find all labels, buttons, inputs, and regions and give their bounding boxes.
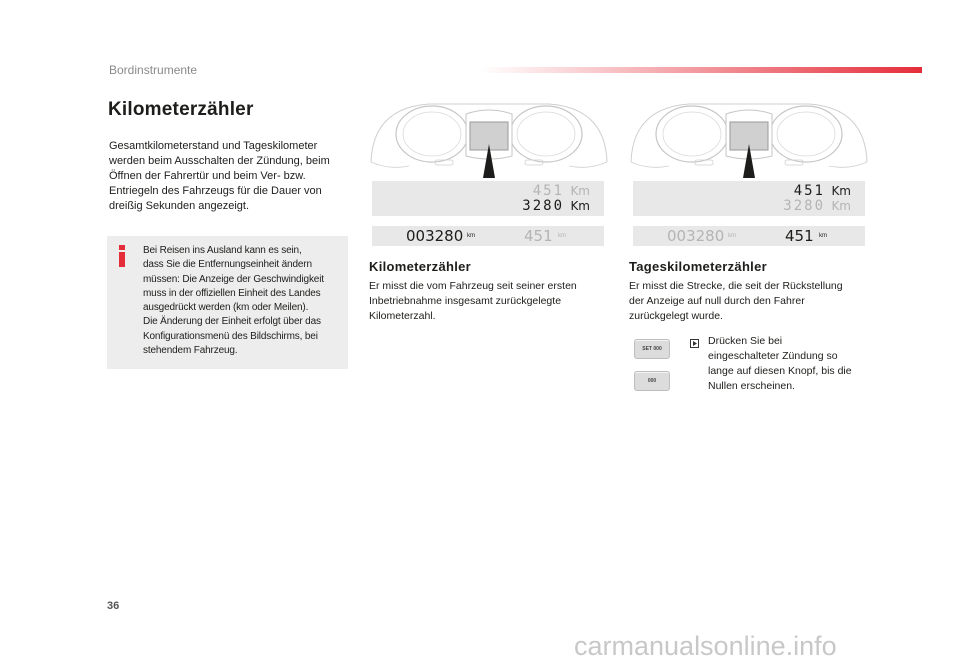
page-title: Kilometerzähler	[108, 99, 254, 120]
text-line: Er misst die vom Fahrzeug seit seiner ersten	[369, 280, 577, 292]
page-number: 36	[107, 600, 120, 612]
info-line: Die Änderung der Einheit erfolgt über das	[143, 316, 321, 328]
intro-line: Gesamtkilometerstand und Tageskilometer	[109, 140, 318, 152]
trip-meter-heading: Tageskilometerzähler	[629, 259, 767, 274]
odometer-readout	[372, 226, 604, 246]
text-line: zurückgelegt wurde.	[629, 310, 723, 322]
info-line: stehendem Fahrzeug.	[143, 345, 238, 357]
km-unit: km	[819, 233, 827, 239]
info-text	[143, 244, 343, 358]
lcd-unit: Km	[570, 199, 590, 213]
text-line: Kilometerzahl.	[369, 310, 436, 322]
total-km-value: 003280	[667, 227, 725, 245]
header-accent-bar	[480, 67, 922, 73]
lcd-unit: Km	[831, 199, 851, 213]
trip-km-value: 451	[524, 227, 553, 245]
instrument-cluster-illustration	[629, 100, 869, 180]
lcd-unit: Km	[831, 184, 851, 198]
info-icon	[117, 245, 127, 267]
lcd-trip-value: 451	[793, 183, 825, 199]
km-unit: km	[467, 233, 475, 239]
text-line: eingeschalteter Zündung so	[708, 350, 838, 362]
intro-line: Entriegeln des Fahrzeugs für die Dauer von	[109, 185, 322, 197]
intro-paragraph	[109, 139, 349, 214]
text-line: Inbetriebnahme insgesamt zurückgelegte	[369, 295, 562, 307]
odometer-heading: Kilometerzähler	[369, 259, 472, 274]
instrument-cluster-illustration	[369, 100, 609, 180]
intro-line: dreißig Sekunden angezeigt.	[109, 200, 250, 212]
section-title: Bordinstrumente	[109, 63, 198, 77]
odometer-description	[369, 279, 609, 324]
text-line: Er misst die Strecke, die seit der Rückstellung	[629, 280, 843, 292]
info-line: Konfigurationsmenü des Bildschirms, bei	[143, 330, 318, 342]
trip-meter-description	[629, 279, 879, 324]
lcd-total-value: 3280	[783, 198, 825, 214]
text-line: Drücken Sie bei	[708, 335, 783, 347]
km-unit: km	[558, 233, 566, 239]
intro-line: Öffnen der Fahrertür und beim Ver- bzw.	[109, 170, 306, 182]
info-line: Bei Reisen ins Ausland kann es sein,	[143, 245, 302, 256]
odometer-readout	[633, 226, 865, 246]
info-line: ausgedrückt werden (km oder Meilen).	[143, 302, 309, 314]
km-unit: km	[728, 233, 736, 239]
lcd-display	[372, 181, 604, 216]
trip-km-value: 451	[785, 227, 814, 245]
set-reset-button[interactable]: SET 000	[634, 339, 670, 359]
info-line: dass Sie die Entfernungseinheit ändern	[143, 259, 312, 271]
info-line: müssen: Die Anzeige der Geschwindigkeit	[143, 273, 324, 285]
watermark: carmanualsonline.info	[574, 631, 837, 661]
lcd-trip-value: 451	[532, 183, 564, 199]
total-km-value: 003280	[406, 227, 464, 245]
lcd-unit: Km	[570, 184, 590, 198]
info-line: muss in der offiziellen Einheit des Landes	[143, 287, 321, 299]
text-line: lange auf diesen Knopf, bis die	[708, 365, 852, 377]
reset-instruction	[708, 334, 878, 394]
reset-button[interactable]: 000	[634, 371, 670, 391]
arrow-right-icon	[690, 339, 699, 348]
lcd-display	[633, 181, 865, 216]
text-line: der Anzeige auf null durch den Fahrer	[629, 295, 805, 307]
lcd-total-value: 3280	[522, 198, 564, 214]
info-box	[107, 236, 348, 369]
text-line: Nullen erscheinen.	[708, 380, 795, 392]
intro-line: werden beim Ausschalten der Zündung, beim	[109, 155, 330, 167]
